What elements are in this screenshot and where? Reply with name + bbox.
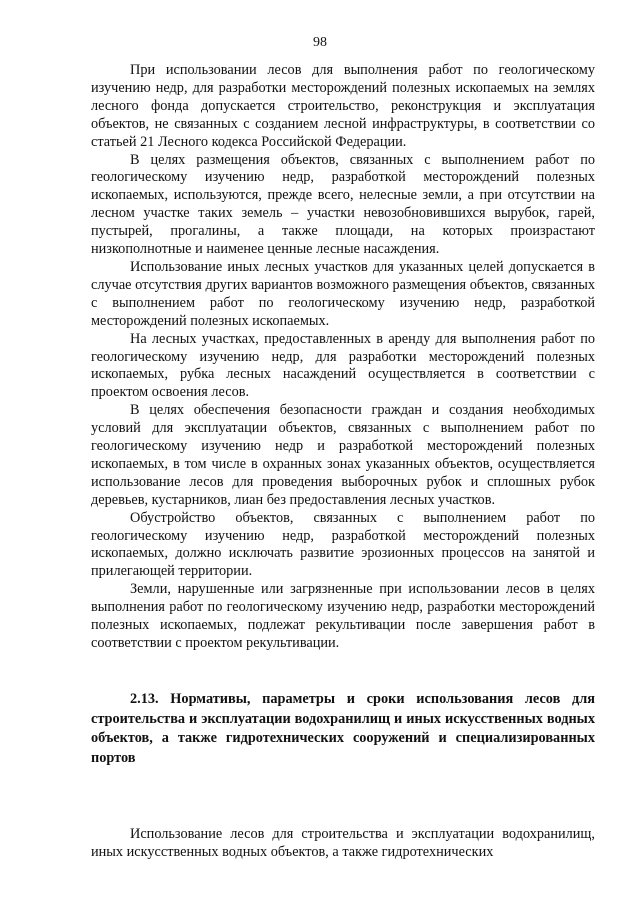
paragraph-safety-felling: В целях обеспечения безопасности граждан и создания необходимых условий для эксплуатации объектов, связанных с выполнением работ по геологическому изучению недр и разработкой месторождений полезных ископаемых, в том числе в охранных зонах указанных объектов, осуществляется использование лесов для проведения выборочных рубок и сплошных рубок деревьев, кустарников, лиан без предоставления лесных участков. <box>91 402 595 508</box>
body-text <box>91 62 595 653</box>
paragraph-object-placement: В целях размещения объектов, связанных с выполнением работ по геологическому изучению недр, разработкой месторождений полезных ископаемых, используются, прежде всего, нелесные земли, а при отсутствии на лесном участке таких земель – участки невозобновившихся вырубок, гарей, пустырей, прогалины, а также площади, на которых произрастают низкополнотные и наименее ценные лесные насаждения. <box>91 151 595 258</box>
paragraph-land-reclamation: Земли, нарушенные или загрязненные при использовании лесов в целях выполнения работ по геологическому изучению недр, разработки месторождений полезных ископаемых, подлежат рекультивации после завершения работ в соответствии с проектом рекультивации. <box>91 581 595 651</box>
paragraph-geological-works-construction: При использовании лесов для выполнения работ по геологическому изучению недр, для разработки месторождений полезных ископаемых на землях лесного фонда допускается строительство, реконструкция и эксплуатация объектов, не связанных с созданием лесной инфраструктуры, в соответствии со статьей 21 Лесного кодекса Российской Федерации. <box>91 62 595 150</box>
section-heading: 2.13. Нормативы, параметры и сроки использования лесов для строительства и эксплуатации водохранилищ и иных искусственных водных объектов, а также гидротехнических сооружений и специализированных портов <box>91 691 595 766</box>
paragraph-leased-plots-felling: На лесных участках, предоставленных в аренду для выполнения работ по геологическому изучению недр, для разработки месторождений полезных ископаемых, рубка лесных насаждений осуществляется в соответствии с проектом освоения лесов. <box>91 330 595 401</box>
section-first-paragraph: Использование лесов для строительства и эксплуатации водохранилищ, иных искусственных водных объектов, а также гидротехнических <box>91 826 595 860</box>
paragraph-other-forest-plots: Использование иных лесных участков для указанных целей допускается в случае отсутствия других вариантов возможного размещения объектов, связанных с выполнением работ по геологическому изучению недр, разработкой месторождений полезных ископаемых. <box>91 258 595 329</box>
page-number: 98 <box>313 35 327 50</box>
section-body <box>91 826 595 862</box>
paragraph-erosion-prevention: Обустройство объектов, связанных с выполнением работ по геологическому изучению недр, разработкой месторождений полезных ископаемых, должно исключать развитие эрозионных процессов на занятой и прилегающей территории. <box>91 509 595 580</box>
